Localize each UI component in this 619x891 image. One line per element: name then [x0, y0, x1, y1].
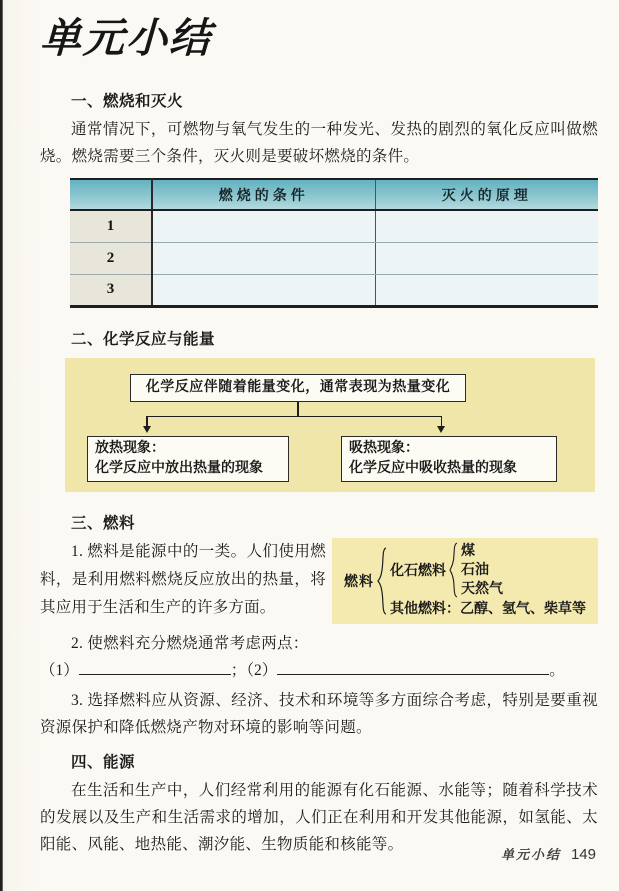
answer-blank-2 — [277, 659, 549, 675]
table-header-burning-conditions: 燃烧的条件 — [152, 179, 375, 210]
row-number: 3 — [70, 274, 152, 306]
table-cell-empty — [375, 210, 598, 242]
flowchart-connector-stem — [297, 402, 299, 417]
table-header-blank — [70, 179, 152, 210]
section-heading-fuel: 三、燃料 — [71, 514, 136, 532]
fuel-item-3: 3. 选择燃料应从资源、经济、技术和环境等多方面综合考虑，特别是要重视资源保护和降低燃烧产物对环境的影响等问题。 — [40, 691, 598, 736]
fuel-branches — [390, 542, 586, 620]
fuel-root-label: 燃料 — [344, 574, 374, 590]
answer-blank-1 — [79, 659, 231, 675]
blank-end-period: 。 — [549, 661, 565, 679]
section-heading-energy-sources: 四、能源 — [71, 753, 136, 771]
blank-label-1: （1） — [40, 661, 79, 679]
exothermic-box — [87, 436, 289, 482]
fossil-item-natural-gas: 天然气 — [461, 581, 503, 597]
table-cell-empty — [152, 274, 375, 306]
row-number: 2 — [70, 242, 152, 274]
endothermic-body: 化学反应中吸收热量的现象 — [349, 460, 517, 476]
arrow-down-icon — [437, 426, 445, 433]
fuel-item-2: 2. 使燃料充分燃烧通常考虑两点： — [71, 634, 309, 652]
flowchart-connector-horizontal — [146, 416, 442, 418]
exothermic-title: 放热现象： — [95, 440, 165, 456]
section-heading-burning: 一、燃烧和灭火 — [71, 93, 184, 110]
energy-sources-paragraph: 在生活和生产中，人们经常利用的能源有化石能源、水能等；随着科学技术的发展以及生产和生活需求的增加，人们正在利用和开发其他能源，如氢能、太阳能、风能、地热能、潮汐能、生物质能和核能等。 — [40, 781, 598, 853]
page-title: 单元小结 — [39, 15, 213, 61]
footer-chapter-label: 单元小结 — [500, 847, 561, 862]
table-row — [70, 210, 598, 242]
fossil-fuel-label: 化石燃料 — [390, 564, 446, 579]
fossil-fuel-branch — [390, 542, 586, 599]
table-cell-empty — [375, 274, 598, 306]
fossil-item-coal: 煤 — [461, 543, 475, 559]
burning-paragraph: 通常情况下，可燃物与氧气发生的一种发光、发热的剧烈的氧化反应叫做燃烧。燃烧需要三个条件，灭火则是要破坏燃烧的条件。 — [40, 121, 598, 165]
energy-flowchart-panel — [65, 358, 595, 492]
flowchart-top-box: 化学反应伴随着能量变化，通常表现为热量变化 — [130, 374, 466, 402]
fossil-item-petroleum: 石油 — [461, 562, 489, 578]
arrow-down-icon — [143, 426, 151, 433]
fossil-fuel-items — [461, 542, 503, 599]
table-cell-empty — [152, 210, 375, 242]
exothermic-body: 化学反应中放出热量的现象 — [95, 460, 263, 476]
table-cell-empty — [375, 242, 598, 274]
row-number: 1 — [70, 210, 152, 242]
fill-in-blanks-line — [40, 657, 598, 685]
table-cell-empty — [152, 242, 375, 274]
endothermic-title: 吸热现象： — [349, 440, 419, 456]
table-header-row — [70, 179, 598, 210]
page-footer — [501, 844, 596, 863]
fuel-diagram-box — [332, 538, 598, 624]
section-heading-reaction-energy: 二、化学反应与能量 — [71, 330, 216, 348]
page-number: 149 — [570, 846, 596, 863]
fuel-item-1: 1. 燃料是能源中的一类。人们使用燃料，是利用燃料燃烧反应放出的热量，将其应用于生活和生产的许多方面。 — [40, 542, 326, 616]
table-header-extinguish-principle: 灭火的原理 — [375, 179, 598, 210]
endothermic-box — [341, 436, 557, 482]
other-fuels-label: 其他燃料：乙醇、氢气、柴草等 — [390, 601, 586, 617]
page-content — [0, 10, 619, 858]
brace-icon — [377, 547, 387, 615]
burning-extinguish-table — [70, 178, 598, 308]
table-row — [70, 242, 598, 274]
fuel-section-row — [40, 538, 598, 624]
brace-icon — [449, 542, 458, 598]
table-row — [70, 274, 598, 306]
blank-label-2: ；（2） — [230, 661, 278, 679]
